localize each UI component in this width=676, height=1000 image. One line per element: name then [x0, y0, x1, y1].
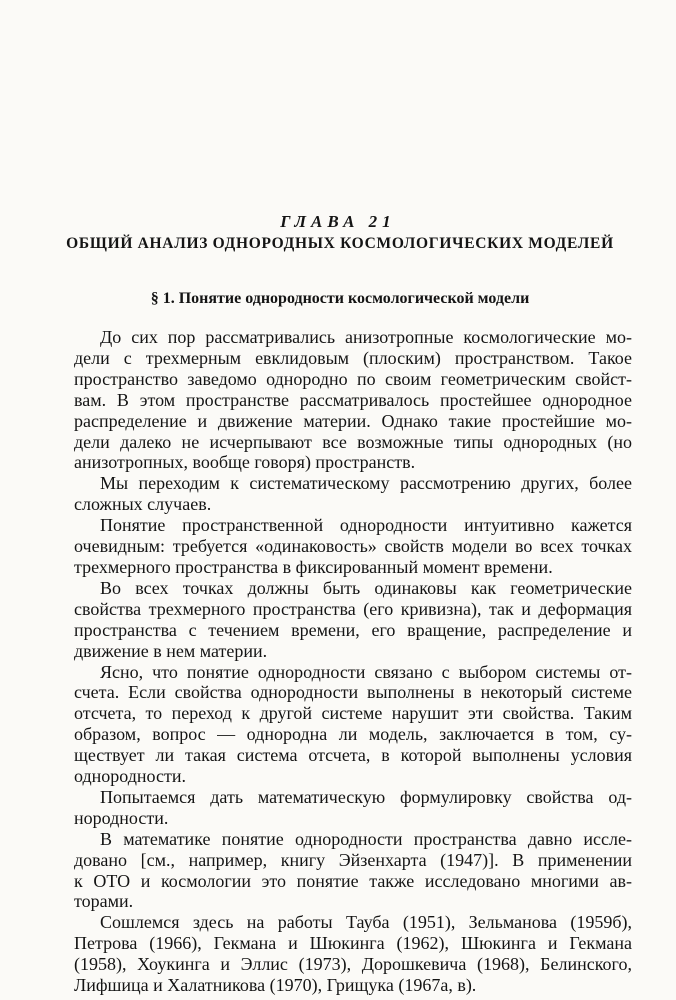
- text-line: анизотропных, вообще говоря) пространств.: [74, 452, 416, 473]
- text-line: пространства с течением времени, его вращение, распределение и: [74, 619, 632, 640]
- text-line: Попытаемся дать математическую формулировку свойства од-: [100, 786, 632, 807]
- text-line: В математике понятие однородности пространства давно иссле-: [100, 828, 632, 849]
- text-line: отсчета, то переход к другой системе нарушит эти свойства. Таким: [74, 703, 632, 724]
- text-line: Лифшица и Халатникова (1970), Грищука (1967а, в).: [74, 975, 477, 996]
- text-line: однородности.: [74, 766, 186, 787]
- text-line: вам. В этом пространстве рассматривалось простейшее однородное: [74, 389, 632, 410]
- text-line: До сих пор рассматривались анизотропные космологические мо-: [100, 327, 632, 347]
- chapter-title: ОБЩИЙ АНАЛИЗ ОДНОРОДНЫХ КОСМОЛОГИЧЕСКИХ МОДЕЛЕЙ: [66, 235, 614, 252]
- text-line: дели далеко не исчерпывают все возможные типы однородных (но: [74, 431, 632, 452]
- text-line: сложных случаев.: [74, 494, 212, 515]
- body-text: [74, 327, 632, 996]
- text-line: Во всех точках должны быть одинаковы как геометрические: [100, 577, 632, 598]
- text-line: Мы переходим к систематическому рассмотрению других, более: [100, 473, 632, 494]
- text-line: пространство заведомо однородно по своим геометрическим свойст-: [74, 368, 632, 389]
- text-line: к ОТО и космологии это понятие также исследовано многими ав-: [74, 870, 632, 891]
- text-line: трехмерного пространства в фиксированный момент времени.: [74, 556, 553, 577]
- text-line: Петрова (1966), Гекмана и Шюкинга (1962), Шюкинга и Гекмана: [74, 933, 632, 954]
- text-line: очевидным: требуется «одинаковость» свойств модели во всех точках: [74, 536, 632, 557]
- text-line: ществует ли такая система отсчета, в которой выполнены условия: [74, 745, 632, 766]
- text-line: образом, вопрос — однородна ли модель, заключается в том, су-: [74, 724, 632, 745]
- chapter-heading: ГЛАВА 21: [280, 212, 396, 231]
- text-line: распределение и движение материи. Однако такие простейшие мо-: [74, 410, 632, 431]
- text-line: нородности.: [74, 807, 169, 828]
- text-line: Сошлемся здесь на работы Тауба (1951), Зельманова (1959б),: [100, 912, 632, 933]
- text-line: Понятие пространственной однородности интуитивно кажется: [100, 515, 632, 536]
- section-title: § 1. Понятие однородности космологической модели: [150, 290, 530, 307]
- text-line: движение в нем материи.: [74, 640, 268, 661]
- text-line: Ясно, что понятие однородности связано с выбором системы от-: [100, 661, 632, 682]
- text-line: счета. Если свойства однородности выполнены в некоторый системе: [74, 682, 632, 703]
- text-line: торами.: [74, 891, 134, 912]
- text-line: (1958), Хоукинга и Эллис (1973), Дорошкевича (1968), Белинского,: [74, 954, 632, 975]
- text-line: довано [см., например, книгу Эйзенхарта (1947)]. В применении: [74, 849, 632, 870]
- text-line: свойства трехмерного пространства (его кривизна), так и деформация: [74, 598, 632, 619]
- text-line: дели с трехмерным евклидовым (плоским) пространством. Такое: [74, 347, 632, 368]
